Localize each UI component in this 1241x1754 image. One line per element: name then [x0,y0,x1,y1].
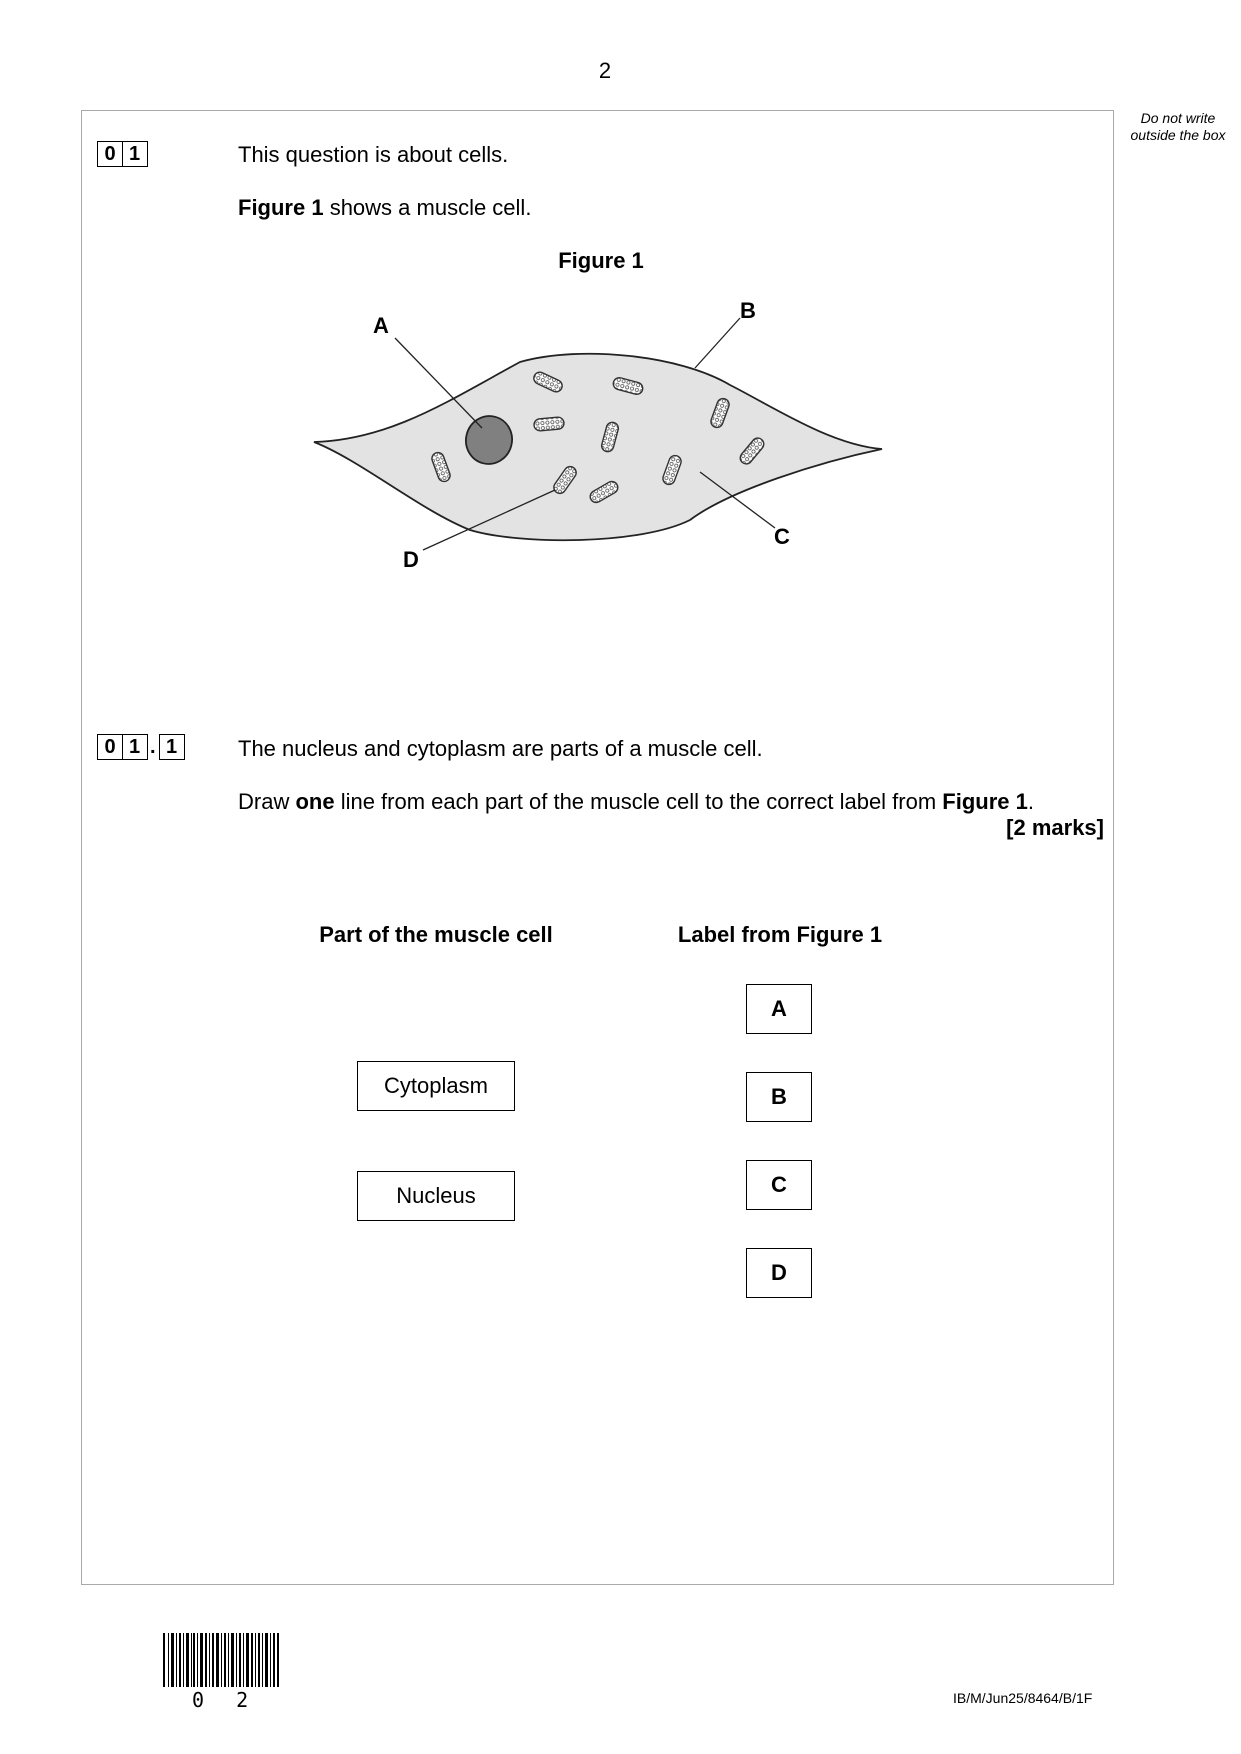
figure-label-b: B [740,298,756,323]
question-instruction [238,789,1034,815]
mitochondrion-shape [534,417,565,432]
label-box-c[interactable]: C [746,1160,812,1210]
part-box-nucleus[interactable]: Nucleus [357,1171,515,1221]
right-column-heading: Label from Figure 1 [677,922,883,947]
figure-reference-bold: Figure 1 [238,195,324,220]
figure-label-a: A [373,313,389,338]
question-number-01 [97,141,146,167]
question-statement: The nucleus and cytoplasm are parts of a muscle cell. [238,736,763,761]
marks-indicator: [2 marks] [1006,815,1104,840]
muscle-cell-figure [300,285,910,585]
instruction-emphasis: one [295,789,335,814]
question-digit-box: 1 [122,141,148,167]
figure-reference-text: shows a muscle cell. [323,195,532,220]
question-intro: This question is about cells. [238,142,509,167]
cell-outline [314,354,882,540]
figure-label-d: D [403,547,419,572]
question-number-01-1 [97,734,183,760]
question-digit-box: 0 [97,734,123,760]
part-box-cytoplasm[interactable]: Cytoplasm [357,1061,515,1111]
page-number: 2 [598,58,612,83]
figure-label-c: C [774,524,790,549]
question-digit-box: 1 [159,734,185,760]
question-digit-box: 1 [122,734,148,760]
margin-note: Do not write outside the box [1130,110,1226,143]
barcode-digits: 0 2 [192,1688,259,1712]
question-digit-box: 0 [97,141,123,167]
instruction-text: . [1027,789,1034,814]
left-column-heading: Part of the muscle cell [319,922,553,947]
instruction-emphasis: Figure 1 [942,789,1028,814]
barcode-graphic [163,1633,279,1687]
instruction-text: line from each part of the muscle cell to the correct label from [334,789,943,814]
label-box-b[interactable]: B [746,1072,812,1122]
label-box-d[interactable]: D [746,1248,812,1298]
label-box-a[interactable]: A [746,984,812,1034]
label-line-b [695,318,740,368]
figure-title: Figure 1 [558,248,644,273]
question-number-dot: . [150,735,156,758]
footer-reference: IB/M/Jun25/8464/B/1F [953,1690,1093,1706]
instruction-text: Draw [238,789,296,814]
figure-reference [238,195,531,221]
